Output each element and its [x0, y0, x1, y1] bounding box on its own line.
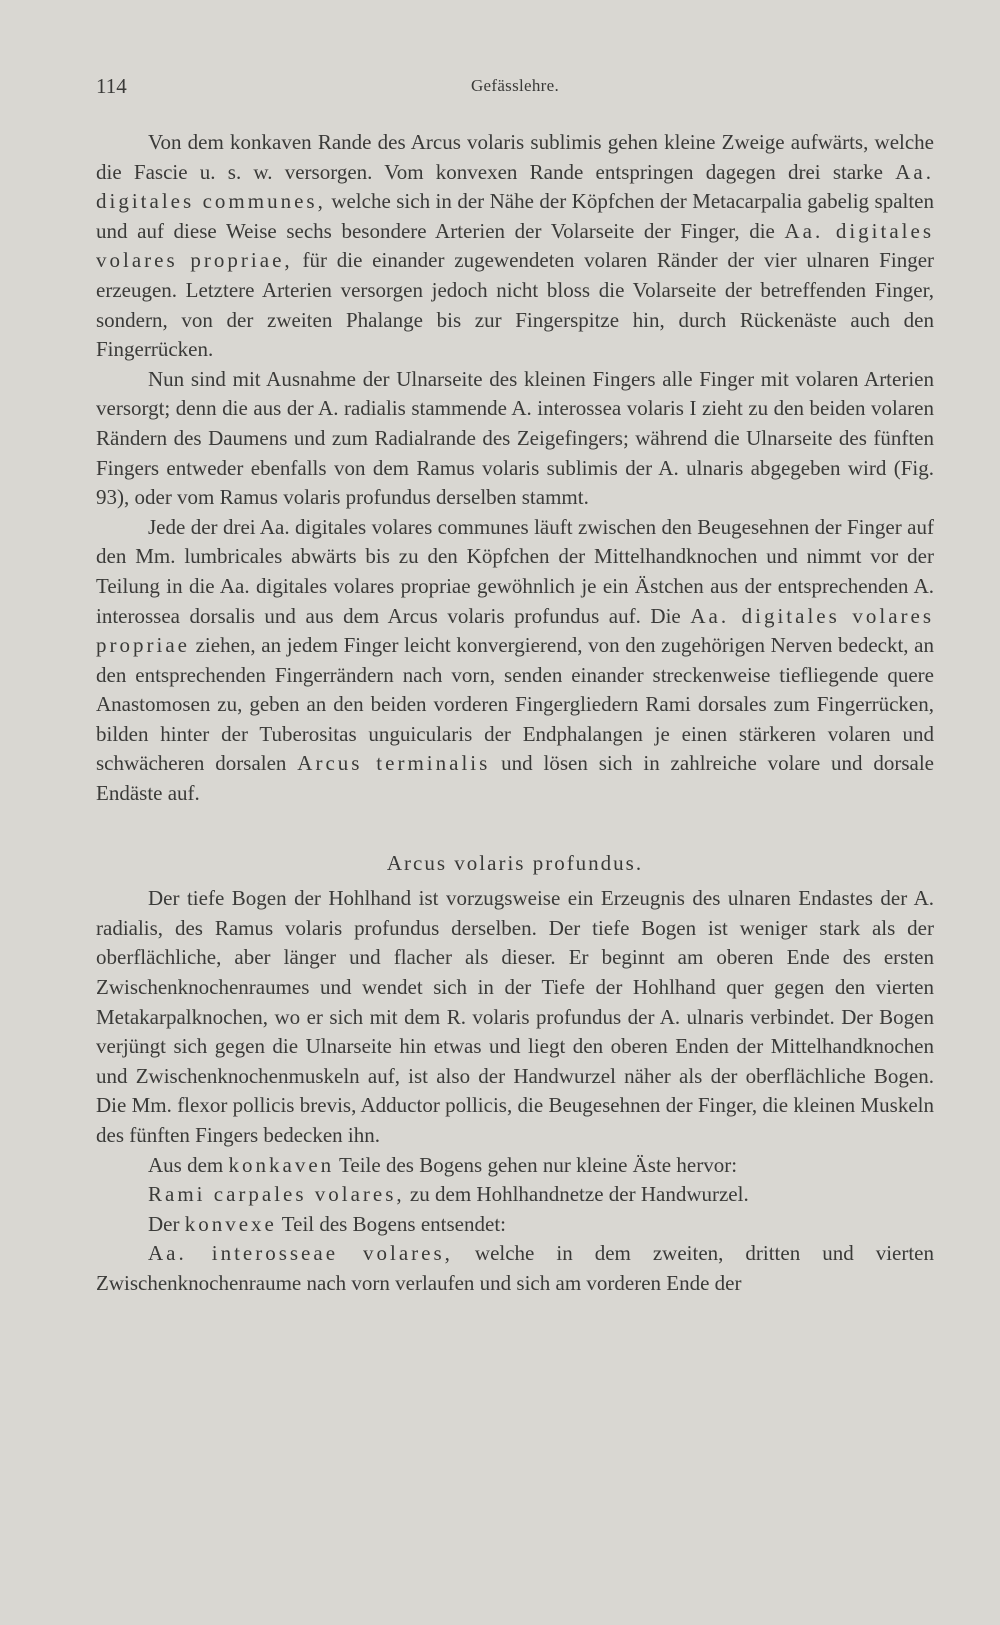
paragraph-2: Nun sind mit Ausnahme der Ulnarseite des kleinen Fingers alle Finger mit volaren Arterien versorgt; denn die aus der A. radialis stammende A. interossea volaris I zieht zu den beiden volaren Rändern des Daumens und zum Radialrande des Zeigefingers; während die Ulnarseite des fünften Fingers entweder ebenfalls von dem Ramus volaris sublimis der A. ulnaris abgegeben wird (Fig. 93), oder vom Ramus volaris profundus derselben stammt. — [96, 366, 934, 510]
spaced-term: Aa. digitales communes, — [96, 159, 934, 214]
spaced-term: konkaven — [228, 1152, 335, 1177]
spaced-term: konvexe — [184, 1211, 277, 1236]
paragraph-4: Der tiefe Bogen der Hohlhand ist vorzugsweise ein Erzeugnis des ulnaren Endastes der A. radialis, des Ramus volaris profundus derselben. Der tiefe Bogen ist weniger stark als der oberflächliche, aber länger und flacher als dieser. Er beginnt am oberen Ende des ersten Zwischenknochenraumes und wendet sich in der Tiefe der Hohlhand quer gegen den vierten Metakarpalknochen, wo er sich mit dem R. volaris profundus der A. ulnaris verbindet. Der Bogen verjüngt sich gegen die Ulnarseite hin etwas und liegt den oberen Enden der Mittelhandknochen und Zwischenknochenmuskeln auf, ist also der Handwurzel näher als der oberflächliche Bogen. Die Mm. flexor pollicis brevis, Adductor pollicis, die Beugesehnen der Finger, die kleinen Muskeln des fünften Fingers bedecken ihn. — [96, 886, 934, 1147]
text-run: und lösen sich in zahlreiche volare und dorsale Endäste auf. — [96, 751, 935, 806]
text-run: ziehen, an jedem Finger leicht konvergierend, von den zugehörigen Nerven bedeckt, an den entsprechenden Fingerrändern nach vorn, senden einander streckenweise tiefliegende quere Anastomosen zu, geben an den beiden vorderen Fingergliedern Rami dorsales zum Fingerrücken, bilden hinter der Tuberositas unguicularis der Endphalangen je einen stärkeren volaren und schwächeren dorsalen — [96, 633, 934, 776]
paragraph-6 — [96, 1180, 934, 1210]
spaced-term: Aa. interosseae volares, — [148, 1241, 453, 1266]
text-run: Aus dem — [148, 1152, 229, 1177]
text-run: Teile des Bogens gehen nur kleine Äste hervor: — [334, 1152, 738, 1177]
paragraph-5 — [96, 1151, 934, 1181]
spaced-term: Aa. digitales volares propriae, — [96, 218, 934, 273]
text-run: Jede der drei Aa. digitales volares communes läuft zwischen den Beugesehnen der Finger auf den Mm. lumbricales abwärts bis zu den Köpfchen der Mittelhandknochen und nimmt vor der Teilung in die Aa. digitales volares propriae gewöhnlich je ein Ästchen aus der entsprechenden A. interossea dorsalis und aus dem Arcus volaris profundus auf. Die — [96, 514, 934, 628]
text-run: Der — [148, 1211, 185, 1236]
text-run: welche in dem zweiten, dritten und vierten Zwischenknochenraume nach vorn verlaufen und sich am vorderen Ende der — [96, 1241, 935, 1295]
text-run: welche sich in der Nähe der Köpfchen der Metacarpalia gabelig spalten und auf diese Weise sechs besondere Arterien der Volarseite der Finger, die — [96, 189, 935, 243]
text-run: zu dem Hohlhandnetze der Handwurzel. — [404, 1182, 749, 1207]
paragraph-7 — [96, 1210, 934, 1240]
spaced-term: Arcus terminalis — [297, 751, 491, 776]
spaced-term: Aa. digitales volares propriae — [96, 603, 934, 658]
spaced-term: Rami carpales volares, — [148, 1182, 405, 1207]
paragraph-3 — [96, 513, 934, 809]
body-text — [96, 128, 934, 1299]
text-run: Von dem konkaven Rande des Arcus volaris sublimis gehen kleine Zweige aufwärts, welche die Fascie u. s. w. versorgen. Vom konvexen Rande entspringen dagegen drei starke — [96, 130, 934, 184]
running-title: Gefässlehre. — [470, 76, 560, 95]
page-number: 114 — [96, 74, 127, 98]
paragraph-8 — [96, 1239, 934, 1298]
text-run: Teil des Bogens entsendet: — [276, 1211, 506, 1236]
paragraph-1 — [96, 128, 934, 365]
running-head — [96, 68, 934, 108]
text-run: für die einander zugewendeten volaren Ränder der vier ulnaren Finger erzeugen. Letztere Arterien versorgen jedoch nicht bloss die Volarseite der betreffenden Finger, sondern, von der zweiten Phalange bis zur Fingerspitze hin, durch Rückenäste auch den Fingerrücken. — [96, 248, 935, 362]
section-heading: Arcus volaris profundus. — [386, 850, 644, 875]
